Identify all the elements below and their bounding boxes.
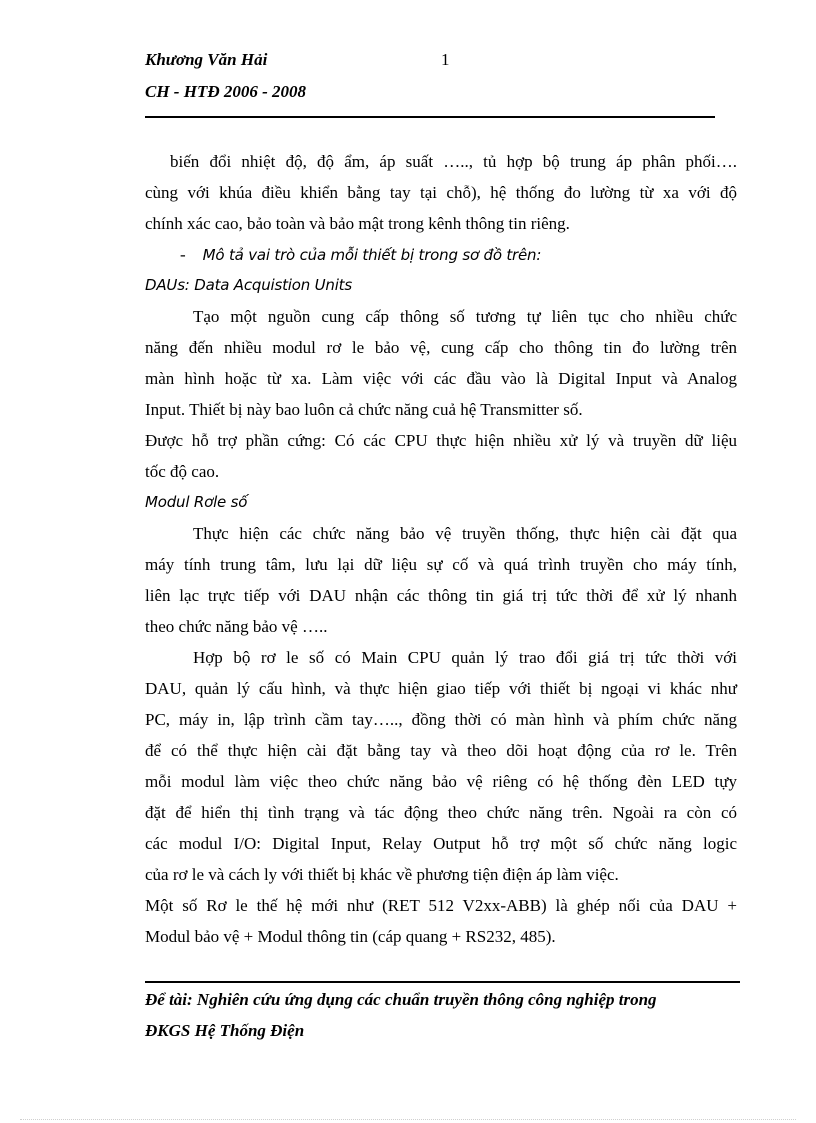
footer-line: Để tài: Nghiên cứu ứng dụng các chuẩn truyền thông công nghiệp trong <box>145 990 657 1009</box>
paragraph-line: chính xác cao, bảo toàn và bảo mật trong kênh thông tin riêng. <box>145 214 570 233</box>
paragraph-line: PC, máy in, lập trình cầm tay….., đồng thời có màn hình và phím chức năng <box>145 710 737 729</box>
paragraph-line: Thực hiện các chức năng bảo vệ truyền thống, thực hiện cài đặt qua <box>193 524 737 543</box>
paragraph-line: các modul I/O: Digital Input, Relay Output hỗ trợ một số chức năng logic <box>145 834 737 853</box>
paragraph-line: Hợp bộ rơ le số có Main CPU quản lý trao đổi giá trị tức thời với <box>193 648 737 667</box>
header-course: CH - HTĐ 2006 - 2008 <box>145 82 307 101</box>
paragraph-line: mỗi modul làm việc theo chức năng bảo vệ riêng có hệ thống đèn LED tựy <box>145 772 737 791</box>
paragraph-line: theo chức năng bảo vệ ….. <box>145 617 328 636</box>
document-body <box>145 146 737 952</box>
paragraph-line: máy tính trung tâm, lưu lại dữ liệu sự cố và quá trình truyền cho máy tính, <box>145 555 737 574</box>
footer-rule <box>145 981 740 983</box>
section-heading-modul-role: Modul Rơle số <box>145 493 248 511</box>
paragraph-line: của rơ le và cách ly với thiết bị khác về phương tiện điện áp làm việc. <box>145 865 619 884</box>
paragraph-line: cùng với khúa điều khiển bằng tay tại chỗ), hệ thống đo lường từ xa với độ <box>145 183 737 202</box>
paragraph-line: Modul bảo vệ + Modul thông tin (cáp quang + RS232, 485). <box>145 927 556 946</box>
paragraph-line: Được hỗ trợ phần cứng: Có các CPU thực hiện nhiều xử lý và truyền dữ liệu <box>145 431 737 450</box>
footer-thesis-title <box>145 984 740 1046</box>
page-number: 1 <box>441 50 450 69</box>
footer-line: ĐKGS Hệ Thống Điện <box>145 1021 305 1040</box>
paragraph-line: Tạo một nguồn cung cấp thông số tương tự liên tục cho nhiều chức <box>193 307 737 326</box>
paragraph-line: năng đến nhiều modul rơ le bảo vệ, cung cấp cho thông tin đo lường trên <box>145 338 737 357</box>
header-author: Khương Văn Hải <box>145 50 268 69</box>
paragraph-line: tốc độ cao. <box>145 462 220 481</box>
paragraph-line: liên lạc trực tiếp với DAU nhận các thông tin giá trị tức thời để xử lý nhanh <box>145 586 737 605</box>
paragraph-line: để có thể thực hiện cài đặt bằng tay và theo dõi hoạt động của rơ le. Trên <box>145 741 737 760</box>
paragraph-line: Một số Rơ le thế hệ mới như (RET 512 V2xx-ABB) là ghép nối của DAU + <box>145 896 737 915</box>
paragraph-line: đặt để hiển thị tình trạng và tác động theo chức năng trên. Ngoài ra còn có <box>145 803 737 822</box>
bullet-dash: - <box>180 245 186 264</box>
page-bottom-border <box>20 1119 796 1120</box>
paragraph-line: biến đổi nhiệt độ, độ ẩm, áp suất ….., tủ hợp bộ trung áp phân phối…. <box>170 152 737 171</box>
header-rule <box>145 116 715 118</box>
section-heading-daus: DAUs: Data Acquistion Units <box>145 276 352 294</box>
bullet-heading-text: Mô tả vai trò của mỗi thiết bị trong sơ đồ trên: <box>202 246 542 264</box>
paragraph-line: màn hình hoặc từ xa. Làm việc với các đầu vào là Digital Input và Analog <box>145 369 737 388</box>
paragraph-line: Input. Thiết bị này bao luôn cả chức năng cuả hệ Transmitter số. <box>145 400 583 419</box>
paragraph-line: DAU, quản lý cấu hình, và thực hiện giao tiếp với thiết bị ngoại vi khác như <box>145 679 737 698</box>
bullet-heading <box>145 239 737 270</box>
